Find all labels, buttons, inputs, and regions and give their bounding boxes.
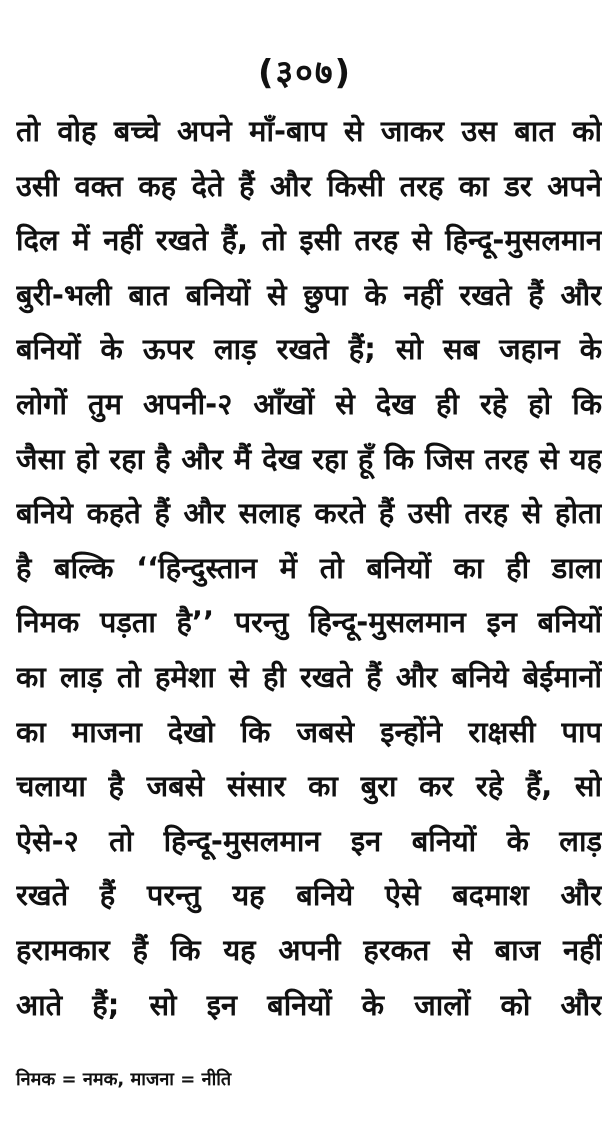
- text-line: बनियों के ऊपर लाड़ रखते हैं; सो सब जहान के: [16, 332, 602, 367]
- text-line: हरामकार हैं कि यह अपनी हरकत से बाज नहीं: [16, 932, 602, 967]
- footnote: निमक = नमक, माजना = नीति: [16, 1069, 232, 1090]
- body-text: [16, 104, 602, 1032]
- text-line: जैसा हो रहा है और मैं देख रहा हूँ कि जिस तरह से यह: [16, 441, 602, 476]
- text-line: है बल्कि ‘‘हिन्दुस्तान में तो बनियों का ही डाला: [16, 550, 602, 585]
- text-line: उसी वक्त कह देते हैं और किसी तरह का डर अपने: [16, 168, 602, 203]
- text-line: लोगों तुम अपनी-२ आँखों से देख ही रहे हो कि: [16, 386, 602, 421]
- text-line: तो वोह बच्चे अपने माँ-बाप से जाकर उस बात को: [16, 114, 602, 148]
- text-line: रखते हैं परन्तु यह बनिये ऐसे बदमाश और: [16, 878, 602, 913]
- text-line: बनिये कहते हैं और सलाह करते हैं उसी तरह से होता: [16, 496, 602, 531]
- text-line: बुरी-भली बात बनियों से छुपा के नहीं रखते हैं और: [16, 277, 602, 312]
- text-line: निमक पड़ता है’’ परन्तु हिन्दू-मुसलमान इन बनियों: [16, 605, 602, 640]
- text-line: दिल में नहीं रखते हैं, तो इसी तरह से हिन्दू-मुसलमान: [16, 223, 602, 258]
- text-line: का लाड़ तो हमेशा से ही रखते हैं और बनिये बेईमानों: [16, 659, 602, 694]
- page-number: (३०७): [257, 53, 353, 93]
- text-line: ऐसे-२ तो हिन्दू-मुसलमान इन बनियों के लाड़: [16, 823, 602, 858]
- text-line: चलाया है जबसे संसार का बुरा कर रहे हैं, सो: [16, 769, 602, 804]
- text-line: आते हैं; सो इन बनियों के जालों को और: [16, 987, 602, 1022]
- text-line: का माजना देखो कि जबसे इन्होंने राक्षसी पाप: [16, 714, 602, 749]
